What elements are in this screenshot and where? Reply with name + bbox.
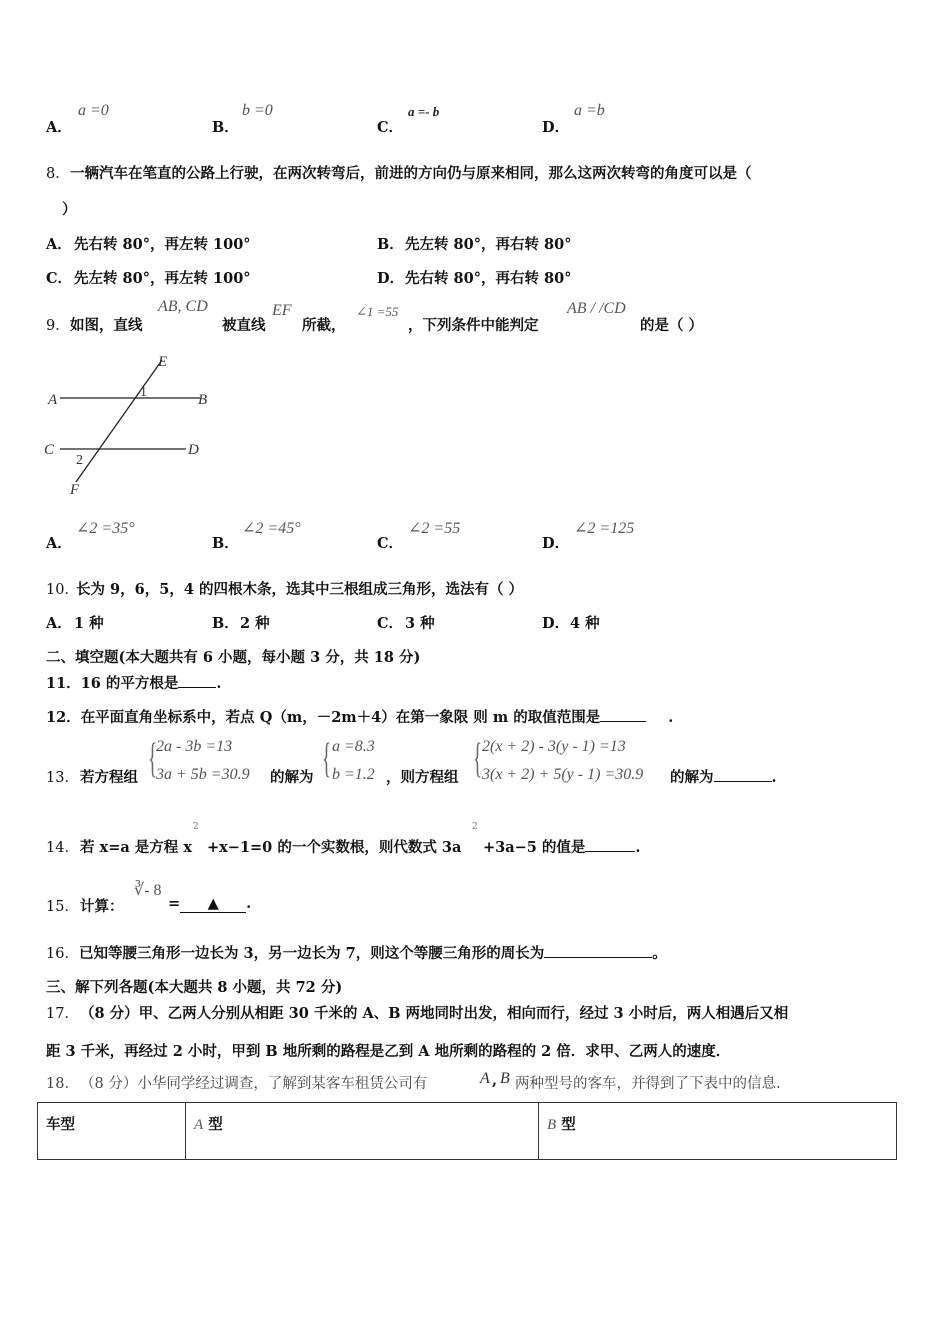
section-3-heading: 三、解下列各题(本大题共 8 小题，共 72 分) — [46, 979, 343, 996]
q16-tail: 。 — [652, 945, 667, 962]
q13-text-1: 若方程组 — [80, 769, 138, 786]
q13-suffix — [670, 766, 777, 787]
q18-math-b: B — [500, 1070, 510, 1087]
q14-tail: . — [635, 839, 641, 856]
q18-number: 18． — [46, 1076, 79, 1092]
q14-number: 14． — [46, 840, 79, 856]
q8-option-c-letter: C． — [46, 270, 73, 287]
q9-option-d-expr: ∠2 =125 — [574, 520, 635, 537]
table-header-a-letter: A — [194, 1117, 204, 1133]
q8-text: 一辆汽车在笔直的公路上行驶，在两次转弯后，前进的方向仍与原来相同，那么这两次转弯的角度可以是（ — [70, 165, 752, 182]
q14-suffix — [483, 836, 640, 857]
q7-option-c-expr: a =- b — [408, 104, 440, 119]
q13-answer-blank[interactable] — [714, 767, 772, 782]
q13-text-2: 的解为 — [270, 769, 314, 786]
q8-option-b-letter: B． — [377, 236, 404, 253]
q10-option-d-letter: D． — [542, 615, 570, 632]
label-a: A — [48, 392, 58, 408]
q18-text-1: （8 分）小华同学经过调查，了解到某客车租赁公司有 — [80, 1076, 428, 1092]
label-b: B — [198, 392, 208, 408]
q11-text: 16 的平方根是 — [80, 675, 179, 692]
q18-comma: , — [492, 1072, 498, 1089]
q10-option-c-letter: C． — [377, 615, 404, 632]
q11 — [46, 672, 221, 693]
label-e: E — [158, 354, 168, 370]
table-header-a — [186, 1103, 539, 1160]
q14-text-1: 若 x=a 是方程 x — [80, 839, 192, 856]
q17-line-1: （8 分）甲、乙两人分别从相距 30 千米的 A、B 两地同时出发，相向而行，经过 3 小时后，两人相遇后又相 — [80, 1005, 789, 1022]
q7-option-d-expr: a =b — [574, 102, 605, 119]
q12-tail: . — [668, 709, 674, 726]
q10-option-b-text: 2 种 — [240, 615, 270, 632]
q7-option-b-letter: B． — [212, 119, 239, 136]
section-2-heading: 二、填空题(本大题共有 6 小题，每小题 3 分，共 18 分) — [46, 649, 421, 666]
q12-answer-blank[interactable] — [600, 707, 646, 722]
q18-math-a: A — [480, 1070, 490, 1087]
q13-number: 13． — [46, 770, 79, 786]
q16-text: 已知等腰三角形一边长为 3，另一边长为 7，则这个等腰三角形的周长为 — [78, 945, 545, 962]
q7-option-a-expr: a =0 — [78, 102, 109, 119]
q13-brace-1: { — [148, 736, 158, 782]
q9-number: 9． — [46, 318, 70, 334]
q8-option-d-text: 先右转 80°，再右转 80° — [405, 270, 572, 287]
q12-text: 在平面直角坐标系中，若点 Q（m，－2m＋4）在第一象限 则 m 的取值范围是 — [80, 709, 601, 726]
table-row — [38, 1103, 897, 1160]
label-angle-1: 1 — [140, 385, 147, 400]
q13-text-4: 的解为 — [670, 769, 714, 786]
table-header-type: 车型 — [38, 1103, 186, 1160]
table-header-b-letter: B — [547, 1117, 557, 1133]
q15-equals: = — [168, 895, 181, 912]
q9-text-2: 被直线 — [222, 317, 266, 334]
q9-option-d-letter: D． — [542, 535, 570, 552]
label-c: C — [44, 442, 55, 458]
q15-text: 计算： — [80, 898, 124, 915]
q9-math-angle1: ∠1 =55 — [356, 304, 399, 319]
q11-number: 11． — [46, 675, 81, 692]
q10-number: 10． — [46, 582, 79, 598]
q9-text-5: 的是（ ） — [640, 317, 704, 334]
q8-option-c-text: 先左转 80°，再左转 100° — [74, 270, 251, 287]
triangle-icon: ▲ — [207, 895, 219, 912]
table-header-a-label: 型 — [203, 1116, 223, 1133]
table-header-b — [539, 1103, 897, 1160]
q11-answer-blank[interactable] — [178, 673, 216, 688]
q10-option-a-text: 1 种 — [74, 615, 104, 632]
q9-math-ab-cd: AB, CD — [158, 298, 208, 315]
q15-answer — [168, 895, 251, 913]
q11-tail: . — [216, 675, 222, 692]
q14-superscript-1: 2 — [193, 822, 199, 832]
q9-math-ef: EF — [272, 302, 292, 319]
q13-sys3-eq2: 3(x + 2) + 5(y - 1) =30.9 — [482, 766, 644, 783]
q14-text-3: +3a−5 的值是 — [483, 839, 586, 856]
q9-text-3: 所截， — [302, 317, 346, 334]
q14-superscript-2: 2 — [472, 822, 478, 832]
q13-sys3-eq1: 2(x + 2) - 3(y - 1) =13 — [482, 738, 626, 755]
q13-sys2-eq1: a =8.3 — [332, 738, 375, 755]
q16-answer-blank[interactable] — [544, 943, 652, 958]
q10-option-a-letter: A． — [46, 615, 72, 632]
q13-brace-2: { — [322, 736, 332, 782]
q9-option-b-letter: B． — [212, 535, 239, 552]
q9-figure — [40, 348, 220, 500]
q16 — [46, 942, 667, 963]
q15-radical: ∛- 8 — [134, 882, 162, 899]
q7-option-a-letter: A． — [46, 119, 72, 136]
q9-option-c-letter: C． — [377, 535, 404, 552]
q13-sys1-eq2: 3a + 5b =30.9 — [156, 766, 250, 783]
q13-sys1-eq1: 2a - 3b =13 — [156, 738, 233, 755]
q8-close-paren: ） — [62, 201, 77, 218]
q10-option-d-text: 4 种 — [570, 615, 600, 632]
line-ef — [76, 360, 162, 482]
q8-option-a-letter: A． — [46, 236, 72, 253]
q12 — [46, 706, 673, 727]
q15-tail: . — [246, 895, 252, 912]
q9-option-b-expr: ∠2 =45° — [242, 520, 301, 537]
q18-text-2: 两种型号的客车，并得到了下表中的信息. — [515, 1076, 781, 1092]
q8-option-b-text: 先左转 80°，再右转 80° — [405, 236, 572, 253]
q13-tail: . — [771, 769, 777, 786]
q17-line-2: 距 3 千米，再经过 2 小时，甲到 B 地所剩的路程是乙到 A 地所剩的路程的 2 倍．求甲、乙两人的速度． — [46, 1043, 731, 1060]
q14-answer-blank[interactable] — [585, 837, 635, 852]
q9-text-4: ，下列条件中能判定 — [408, 317, 539, 334]
q9-math-parallel: AB / /CD — [567, 300, 626, 317]
label-angle-2: 2 — [76, 453, 83, 468]
q8-number: 8． — [46, 166, 70, 182]
q13-brace-3: { — [473, 736, 483, 782]
q17-number: 17． — [46, 1006, 79, 1022]
q13-sys2-eq2: b =1.2 — [332, 766, 375, 783]
q12-number: 12． — [46, 709, 81, 726]
q9-option-a-expr: ∠2 =35° — [76, 520, 135, 537]
q7-option-d-letter: D． — [542, 119, 570, 136]
vehicle-table — [37, 1102, 897, 1160]
q14-text-2: +x−1=0 的一个实数根，则代数式 3a — [207, 839, 462, 856]
q10-option-b-letter: B． — [212, 615, 239, 632]
q10-text: 长为 9，6，5，4 的四根木条，选其中三根组成三角形，选法有（ ） — [76, 581, 523, 598]
q7-option-c-letter: C． — [377, 119, 404, 136]
q7-option-b-expr: b =0 — [242, 102, 273, 119]
q9-option-a-letter: A． — [46, 535, 72, 552]
q15-number: 15． — [46, 899, 79, 915]
q8-option-a-text: 先右转 80°，再左转 100° — [74, 236, 251, 253]
q9-text-1: 如图，直线 — [70, 317, 143, 334]
q9-option-c-expr: ∠2 =55 — [408, 520, 461, 537]
q15-answer-blank[interactable] — [180, 895, 246, 913]
q13-text-3: ，则方程组 — [386, 769, 459, 786]
q10-option-c-text: 3 种 — [405, 615, 435, 632]
table-header-b-label: 型 — [556, 1116, 576, 1133]
q16-number: 16． — [46, 946, 79, 962]
label-f: F — [70, 482, 80, 498]
q8-option-d-letter: D． — [377, 270, 405, 287]
label-d: D — [188, 442, 199, 458]
